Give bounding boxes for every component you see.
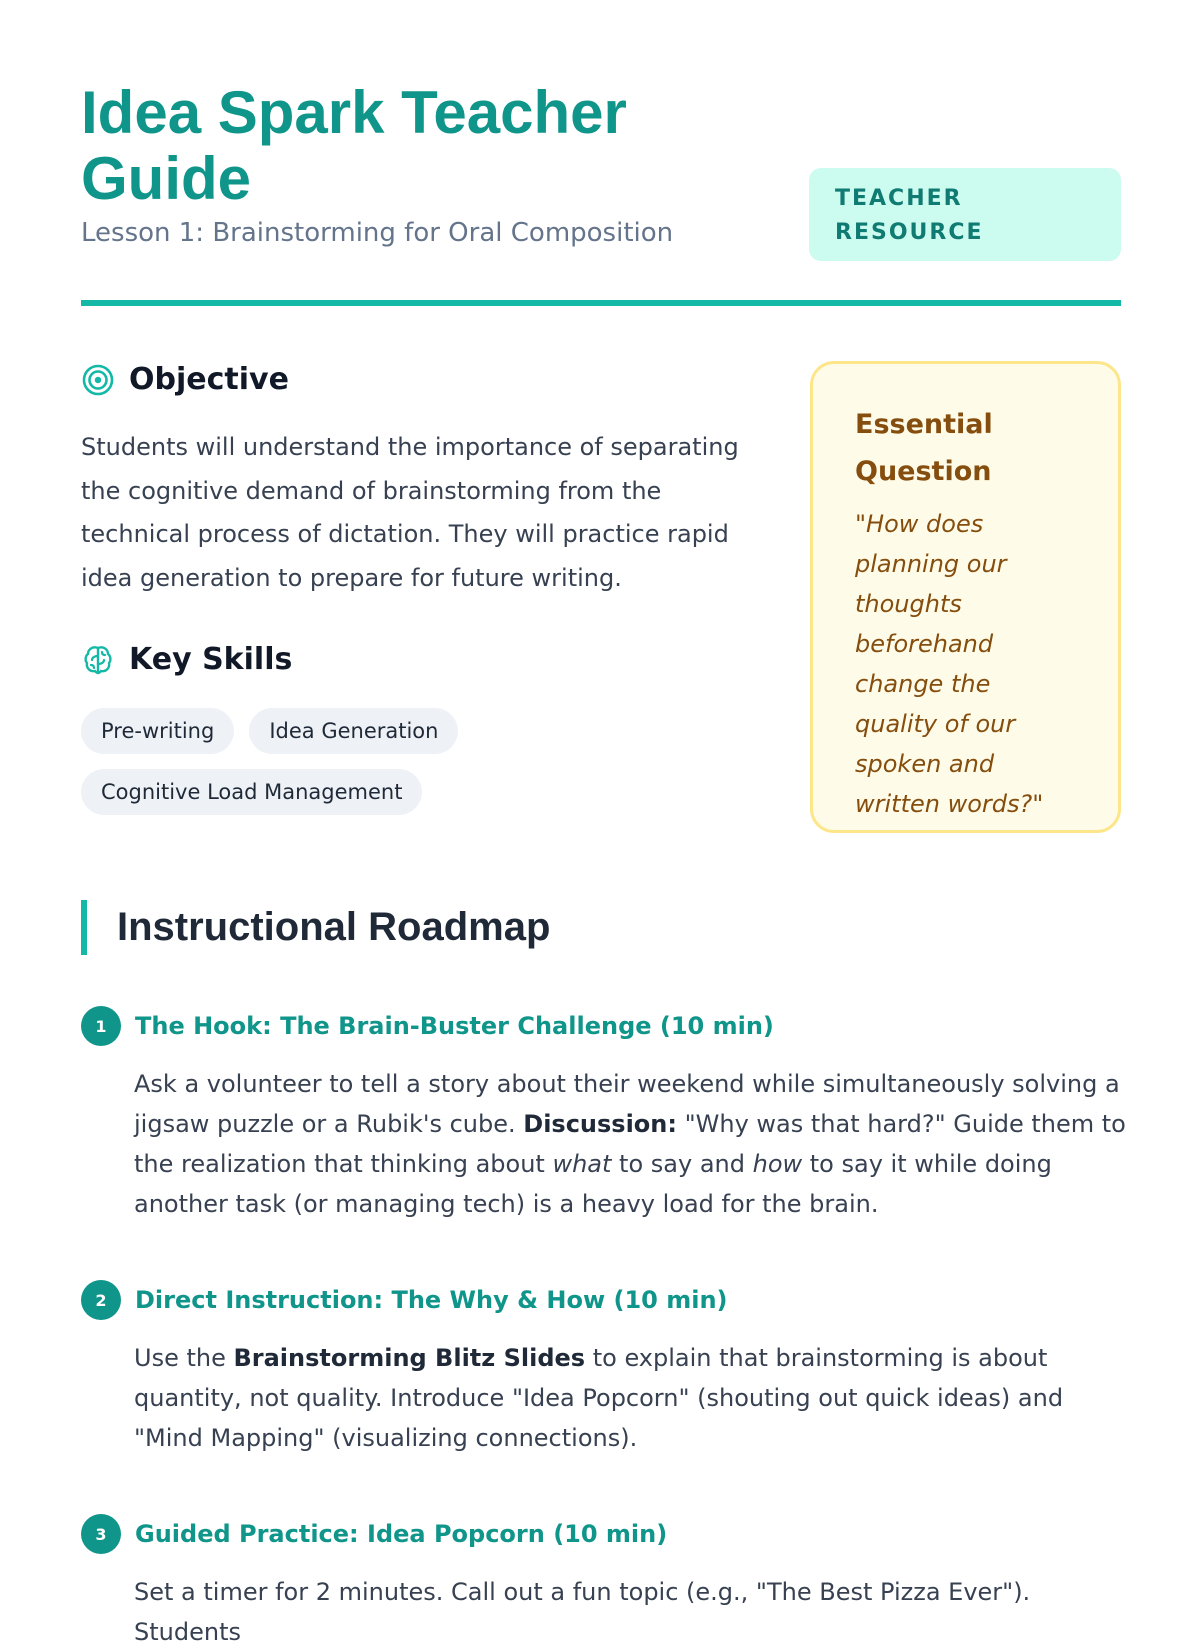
target-icon xyxy=(81,363,115,397)
step-number-badge: 1 xyxy=(81,1006,121,1046)
objective-label: Objective xyxy=(129,362,289,397)
key-skills-label: Key Skills xyxy=(129,642,293,677)
step-number-badge: 2 xyxy=(81,1280,121,1320)
badge-line-2: RESOURCE xyxy=(835,220,984,245)
step-title: Guided Practice: Idea Popcorn (10 min) xyxy=(135,1520,668,1548)
step-description: Set a timer for 2 minutes. Call out a fun topic (e.g., "The Best Pizza Ever"). Students xyxy=(134,1578,1031,1646)
roadmap-step xyxy=(81,1006,1125,1224)
skill-chip: Cognitive Load Management xyxy=(81,769,422,815)
essential-question-text: "How does planning our thoughts beforehand change the quality of our spoken and written words?" xyxy=(855,510,1044,818)
roadmap-title: Instructional Roadmap xyxy=(117,905,551,949)
key-skills-heading xyxy=(81,642,292,677)
step-number-badge: 3 xyxy=(81,1514,121,1554)
skill-chip: Idea Generation xyxy=(249,708,458,754)
page-title: Idea Spark Teacher Guide xyxy=(81,79,627,212)
header-divider xyxy=(81,300,1121,306)
brain-icon xyxy=(81,643,115,677)
page-header xyxy=(81,80,1121,260)
page-subtitle: Lesson 1: Brainstorming for Oral Composition xyxy=(81,218,674,248)
roadmap-heading xyxy=(81,900,550,955)
roadmap-step xyxy=(81,1514,1125,1652)
objective-heading xyxy=(81,362,289,397)
step-title: Direct Instruction: The Why & How (10 min) xyxy=(135,1286,728,1314)
skill-chip: Pre-writing xyxy=(81,708,234,754)
badge-line-1: TEACHER xyxy=(835,186,963,211)
step-title: The Hook: The Brain-Buster Challenge (10 min) xyxy=(135,1012,774,1040)
essential-question-card xyxy=(810,361,1121,833)
step-description: Use the Brainstorming Blitz Slides to explain that brainstorming is about quantity, not quality. Introduce "Idea Popcorn" (shouting out quick ideas) and "Mind Mapping" (visualizing connections). xyxy=(134,1344,1064,1452)
objective-text: Students will understand the importance of separating the cognitive demand of brainstorming from the technical process of dictation. They will practice rapid idea generation to prepare for future writing. xyxy=(81,433,739,592)
skills-list xyxy=(81,708,731,815)
teacher-resource-badge xyxy=(809,168,1121,261)
essential-question-title: Essential Question xyxy=(855,409,993,487)
step-description: Ask a volunteer to tell a story about their weekend while simultaneously solving a jigsaw puzzle or a Rubik's cube. Discussion: "Why was that hard?" Guide them to the realization that thinking about what to say and how to say it while doing another task (or managing tech) is a heavy load for the brain. xyxy=(134,1070,1126,1218)
roadmap-step xyxy=(81,1280,1125,1458)
